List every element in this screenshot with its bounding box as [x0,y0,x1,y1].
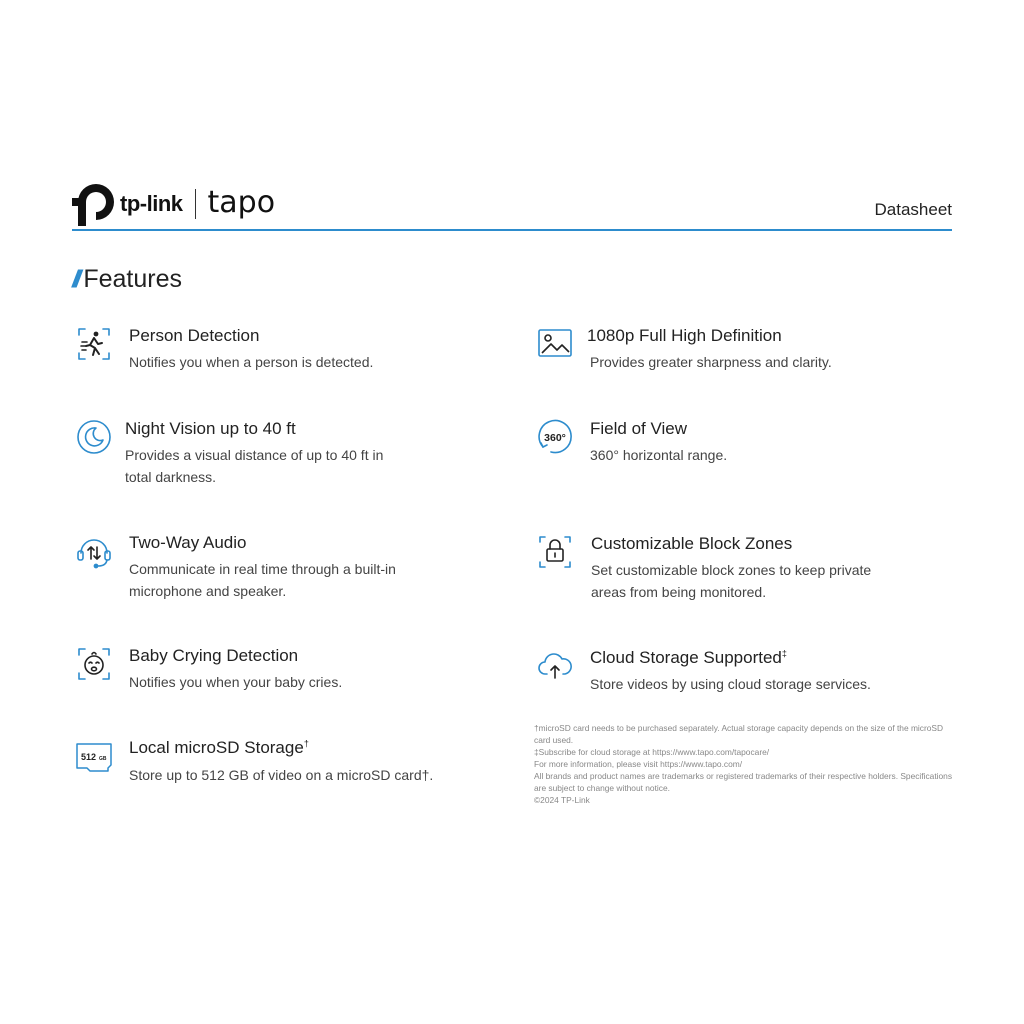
feature-field-of-view [537,419,957,469]
feature-1080p [537,326,957,376]
feature-title: Night Vision up to 40 ft [125,419,296,438]
feature-two-way-audio [76,533,496,603]
document-type-label: Datasheet [874,200,952,219]
feature-title: Field of View [590,419,688,438]
feature-description: Provides a visual distance of up to 40 ft in total darkness. [125,447,384,485]
person-detection-icon [76,326,112,362]
feature-block-zones [537,534,957,604]
feature-baby-crying [76,646,496,696]
feature-title: Baby Crying Detection [129,646,299,665]
tapo-wordmark: tapo [207,184,276,220]
footnotes [534,722,954,806]
feature-title: Person Detection [129,326,260,345]
footnote-trademarks: All brands and product names are trademarks or registered trademarks of their respective holders. Specifications are subject to change without notice. [534,771,953,793]
footnote-mark: † [303,738,309,749]
feature-title [590,648,787,668]
lock-zone-icon [537,534,573,570]
feature-description: Store videos by using cloud storage services. [590,676,871,692]
feature-title: 1080p Full High Definition [587,326,782,345]
feature-description: Set customizable block zones to keep private areas from being monitored. [591,562,872,600]
feature-microsd-storage [76,738,496,788]
moon-icon [76,419,112,455]
footnote-more-info: For more information, please visit https://www.tapo.com/ [534,759,743,769]
section-slashes: // [72,265,78,293]
tplink-wordmark: tp-link [120,191,183,216]
feature-title [129,738,309,758]
headset-icon [76,533,112,569]
brand-logo [72,182,275,226]
tplink-logo-mark-icon [72,182,116,226]
rotate-360-icon [537,419,573,455]
header-divider [72,229,952,231]
feature-description: Notifies you when your baby cries. [129,674,343,690]
logo-divider [195,189,196,219]
footnote-cloud: ‡Subscribe for cloud storage at https://www.tapo.com/tapocare/ [534,747,770,757]
microsd-unit-label: GB [99,756,107,762]
image-icon [537,326,573,362]
feature-title: Two-Way Audio [129,533,247,552]
feature-night-vision [76,419,496,489]
feature-description: Provides greater sharpness and clarity. [590,354,832,370]
footnote-mark: ‡ [781,648,787,659]
feature-description: Notifies you when a person is detected. [129,354,374,370]
feature-description: Store up to 512 GB of video on a microSD card†. [129,767,434,783]
feature-description: 360° horizontal range. [590,447,728,463]
feature-person-detection [76,326,496,376]
cloud-storage-title-text: Cloud Storage Supported [590,648,782,667]
feature-description: Communicate in real time through a built-in microphone and speaker. [129,561,396,599]
microsd-card-icon [76,739,112,775]
feature-title: Customizable Block Zones [591,534,793,553]
footnote-copyright: ©2024 TP-Link [534,795,590,805]
section-title: Features [83,265,183,293]
baby-face-icon [76,646,112,682]
page-header [72,180,952,232]
feature-cloud-storage [537,648,957,698]
icon-360-label: 360° [544,432,566,444]
footnote-microsd: †microSD card needs to be purchased separately. Actual storage capacity depends on the size of the microSD card used. [534,723,944,745]
microsd-capacity-label: 512 [81,752,97,762]
cloud-upload-icon [537,648,573,684]
microsd-title-text: Local microSD Storage [129,738,304,757]
section-heading [72,265,182,294]
